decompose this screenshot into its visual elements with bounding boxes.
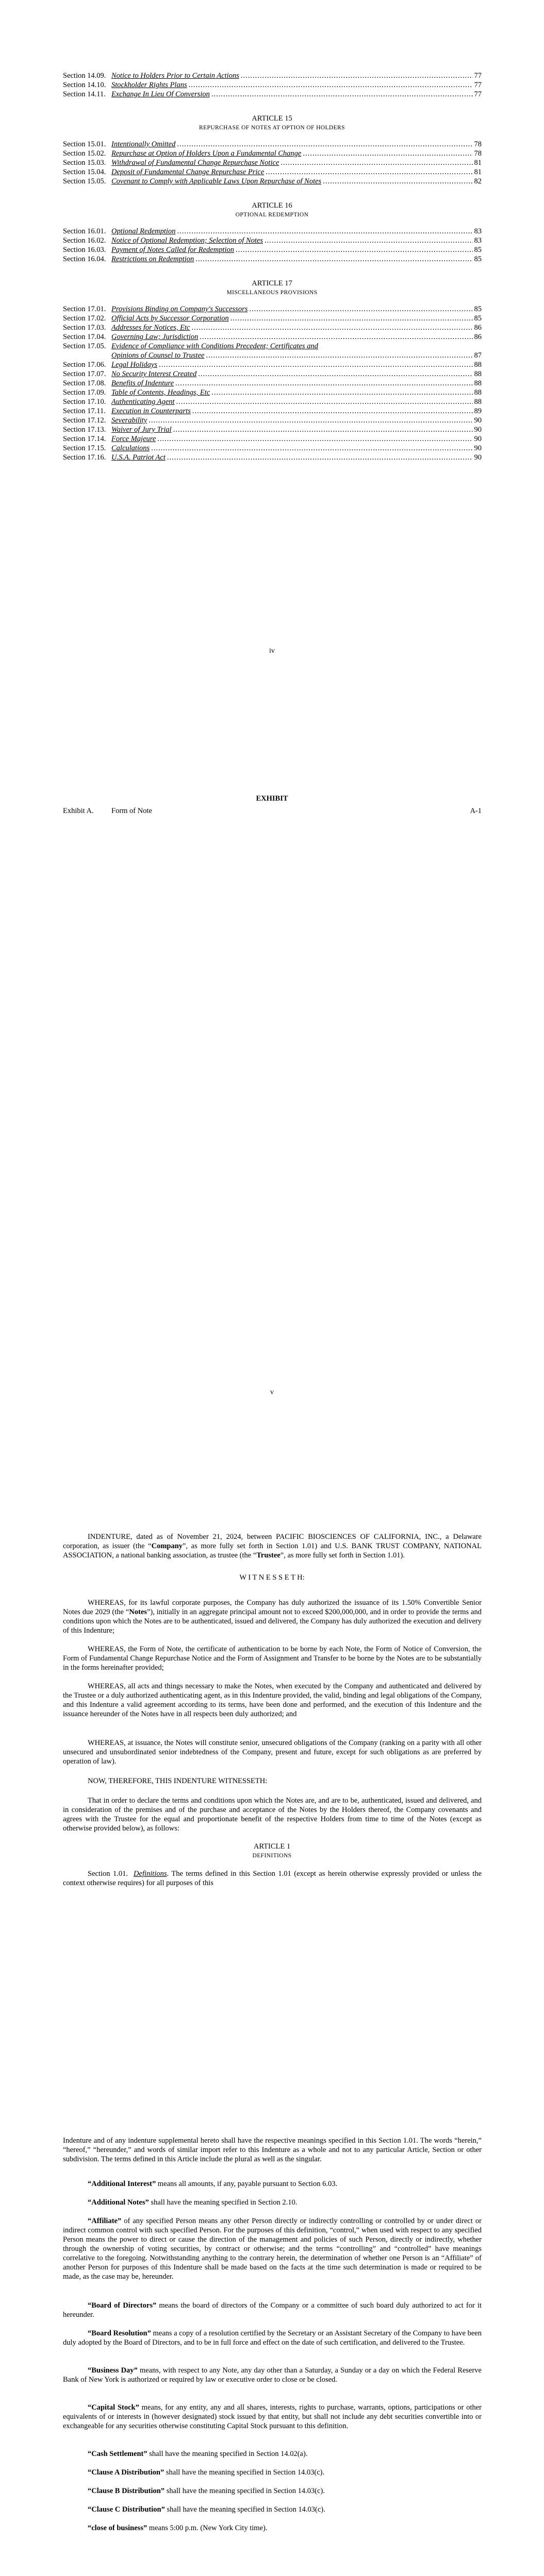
definition: “Clause C Distribution” shall have the meaning specified in Section 14.03(c). xyxy=(88,2505,325,2514)
toc-section-number: Section 17.09. xyxy=(63,388,106,397)
toc-section-title[interactable]: Authenticating Agent xyxy=(111,398,175,406)
toc-section-title[interactable]: U.S.A. Patriot Act xyxy=(111,453,166,462)
toc-section-number: Section 17.02. xyxy=(63,314,106,323)
toc-page-number: 77 xyxy=(474,72,482,80)
toc-section-title[interactable]: Waiver of Jury Trial xyxy=(111,426,172,434)
toc-entry[interactable] xyxy=(63,246,482,255)
toc-page-number: 77 xyxy=(474,81,482,89)
toc-section-number: Section 16.02. xyxy=(63,236,106,245)
toc-page-number: 90 xyxy=(474,416,482,425)
covenant-paragraph: That in order to declare the terms and conditions upon which the Notes are, and are to be, authenticated, issued and delivered, and in consideration of the premises and of the purchase and acceptance of the Notes by the Holders thereof, the Company covenants and agrees with the Trustee for the equal and proportionate benefit of the respective Holders from time to time of the Notes (except as otherwise provided below), as follows: xyxy=(63,1797,482,1833)
toc-section-number: Section 17.14. xyxy=(63,435,106,443)
article-subheading: OPTIONAL REDEMPTION xyxy=(235,212,309,218)
toc-section-number: Section 17.06. xyxy=(63,361,106,369)
toc-leader xyxy=(198,370,472,379)
defined-term: “Clause A Distribution” xyxy=(88,2468,164,2477)
witnesseth-heading: W I T N E S S E T H: xyxy=(239,1573,305,1582)
toc-entry[interactable] xyxy=(63,416,482,426)
toc-page-number: 85 xyxy=(474,305,482,313)
toc-entry[interactable] xyxy=(63,236,482,246)
defined-term: “Board of Directors” xyxy=(88,2301,157,2310)
toc-page-number: 83 xyxy=(474,236,482,245)
defined-term: “Clause C Distribution” xyxy=(88,2505,165,2514)
toc-page-number: 83 xyxy=(474,227,482,235)
article-subheading: DEFINITIONS xyxy=(252,1853,292,1859)
toc-section-title[interactable]: Calculations xyxy=(111,444,150,452)
article-subheading: MISCELLANEOUS PROVISIONS xyxy=(226,290,318,296)
definition: “Cash Settlement” shall have the meaning specified in Section 14.02(a). xyxy=(88,2450,308,2458)
toc-leader xyxy=(192,407,473,416)
toc-section-title[interactable]: Notice to Holders Prior to Certain Actions xyxy=(111,72,239,80)
toc-entry[interactable] xyxy=(63,324,482,333)
toc-leader xyxy=(323,177,472,186)
defined-term: Trustee xyxy=(256,1551,281,1560)
toc-leader xyxy=(167,453,473,462)
recital-paragraph: WHEREAS, for its lawful corporate purposes, the Company has duly authorized the issuance of its 1.50% Convertible Senior Notes due 2029 (the “Notes”), initially in an aggregate principal amount not to exceed $200,000,000, and in order to provide the terms and conditions upon which the Notes are to be authenticated, issued and delivered, the Company has duly authorized the execution and delivery of this Indenture; xyxy=(63,1599,482,1635)
toc-page-number: 90 xyxy=(474,453,482,462)
toc-leader xyxy=(173,426,473,434)
toc-page-number: 90 xyxy=(474,444,482,452)
toc-section-number: Section 15.03. xyxy=(63,159,106,167)
toc-page-number: 89 xyxy=(474,407,482,415)
toc-section-title[interactable]: Deposit of Fundamental Change Repurchase Price xyxy=(111,168,265,176)
exhibit-label: Exhibit A. xyxy=(63,807,94,815)
definition: “Board Resolution” means a copy of a resolution certified by the Secretary or an Assistant Secretary of the Company to have been duly adopted by the Board of Directors, and to be in full force and effect on the date of such certification, and delivered to the Trustee. xyxy=(63,2329,482,2347)
defined-term: “close of business” xyxy=(88,2524,147,2532)
toc-leader xyxy=(149,416,472,425)
section-paragraph: Section 1.01. Definitions. The terms defined in this Section 1.01 (except as herein otherwise expressly provided or unless the context otherwise requires) for all purposes of this xyxy=(63,1870,482,1887)
defined-term: “Affiliate” xyxy=(88,2217,122,2225)
exhibit-entry[interactable] xyxy=(63,807,482,816)
toc-section-title[interactable]: Evidence of Compliance with Conditions Precedent; Certificates and xyxy=(111,342,318,350)
toc-section-number: Section 17.08. xyxy=(63,379,106,387)
toc-page-number: 86 xyxy=(474,333,482,341)
toc-section-title[interactable]: Opinions of Counsel to Trustee xyxy=(111,351,205,360)
toc-page-number: 81 xyxy=(474,159,482,167)
toc-section-title[interactable]: Execution in Counterparts xyxy=(111,407,191,415)
toc-section-title[interactable]: Provisions Binding on Company's Successors xyxy=(111,305,248,313)
toc-entry[interactable] xyxy=(63,140,482,149)
toc-entry[interactable] xyxy=(63,388,482,398)
recital-paragraph: WHEREAS, all acts and things necessary to make the Notes, when executed by the Company and authenticated and delivered by the Trustee or a duly authorized authenticating agent, as in this Indenture provided, the valid, binding and legal obligations of the Company, and this Indenture a valid agreement according to its terms, have been done and performed, and the execution of this Indenture and the issuance hereunder of the Notes have in all respects been duly authorized; and xyxy=(63,1682,482,1718)
toc-entry[interactable] xyxy=(63,426,482,435)
definition: “close of business” means 5:00 p.m. (New York City time). xyxy=(88,2524,268,2532)
definition: “Additional Interest” means all amounts, if any, payable pursuant to Section 6.03. xyxy=(88,2180,338,2188)
toc-page-number: 78 xyxy=(474,140,482,148)
toc-section-number: Section 17.05. xyxy=(63,342,106,350)
toc-section-title[interactable]: Table of Contents, Headings, Etc xyxy=(111,388,210,397)
toc-leader xyxy=(241,72,473,80)
toc-section-title[interactable]: Exchange In Lieu Of Conversion xyxy=(111,90,210,98)
toc-entry[interactable] xyxy=(63,342,482,351)
toc-leader xyxy=(230,314,473,323)
toc-page-number: 90 xyxy=(474,435,482,443)
toc-entry[interactable] xyxy=(63,227,482,236)
toc-page-number: 81 xyxy=(474,168,482,176)
toc-leader xyxy=(177,227,472,236)
toc-entry[interactable] xyxy=(63,407,482,416)
toc-page-number: 90 xyxy=(474,426,482,434)
toc-section-title[interactable]: Severability xyxy=(111,416,147,425)
toc-section-title[interactable]: Notice of Optional Redemption; Selection of Notes xyxy=(111,236,263,245)
section-number: Section 1.01. xyxy=(88,1870,128,1878)
exhibit-page: A-1 xyxy=(470,807,482,815)
toc-section-title[interactable]: Intentionally Omitted xyxy=(111,140,176,148)
toc-section-title[interactable]: Repurchase at Option of Holders Upon a Fundamental Change xyxy=(111,149,302,158)
toc-leader xyxy=(266,168,472,177)
defined-term: “Cash Settlement” xyxy=(88,2450,147,2458)
toc-section-title[interactable]: Official Acts by Successor Corporation xyxy=(111,314,229,323)
toc-entry[interactable] xyxy=(63,379,482,388)
toc-section-title[interactable]: Governing Law; Jurisdiction xyxy=(111,333,199,341)
toc-leader xyxy=(177,140,472,149)
toc-leader xyxy=(206,351,472,360)
toc-section-number: Section 17.16. xyxy=(63,453,106,462)
toc-entry[interactable] xyxy=(63,435,482,444)
article-heading: ARTICLE 1 xyxy=(253,1842,291,1851)
preamble-paragraph: INDENTURE, dated as of November 21, 2024, between PACIFIC BIOSCIENCES OF CALIFORNIA, INC., a Delaware corporation, as issuer (the “Company”, as more fully set forth in Section 1.01) and U.S. BANK TRUST COMPANY, NATIONAL ASSOCIATION, a national banking association, as trustee (the “Trustee”, as more fully set forth in Section 1.01). xyxy=(63,1533,482,1560)
article-subheading: REPURCHASE OF NOTES AT OPTION OF HOLDERS xyxy=(199,125,345,131)
toc-section-number: Section 14.09. xyxy=(63,72,106,80)
toc-section-title[interactable]: Withdrawal of Fundamental Change Repurchase Notice xyxy=(111,159,279,167)
toc-section-number: Section 16.03. xyxy=(63,246,106,254)
exhibit-heading: EXHIBIT xyxy=(256,794,288,803)
toc-entry[interactable] xyxy=(63,333,482,342)
witnesseth-statement: NOW, THEREFORE, THIS INDENTURE WITNESSETH: xyxy=(88,1777,268,1785)
toc-section-number: Section 17.03. xyxy=(63,324,106,332)
toc-section-title[interactable]: Optional Redemption xyxy=(111,227,176,235)
toc-leader xyxy=(175,379,472,388)
toc-entry[interactable] xyxy=(63,453,482,463)
toc-page-number: 88 xyxy=(474,379,482,387)
toc-entry[interactable] xyxy=(63,177,482,187)
toc-page-number: 82 xyxy=(474,177,482,185)
toc-leader xyxy=(195,255,472,264)
toc-section-number: Section 16.01. xyxy=(63,227,106,235)
toc-page-number: 85 xyxy=(474,255,482,263)
toc-section-title[interactable]: Benefits of Indenture xyxy=(111,379,174,387)
toc-section-title[interactable]: Payment of Notes Called for Redemption xyxy=(111,246,235,254)
defined-term: “Capital Stock” xyxy=(88,2403,139,2412)
page-number: v xyxy=(270,1388,274,1396)
toc-leader xyxy=(151,444,472,453)
toc-entry[interactable] xyxy=(63,90,482,99)
toc-section-number: Section 17.12. xyxy=(63,416,106,425)
definition: “Additional Notes” shall have the meaning specified in Section 2.10. xyxy=(88,2198,298,2207)
toc-section-number: Section 16.04. xyxy=(63,255,106,263)
toc-leader xyxy=(200,333,472,342)
toc-page-number: 86 xyxy=(474,324,482,332)
toc-entry[interactable] xyxy=(63,72,482,81)
toc-section-title[interactable]: Legal Holidays xyxy=(111,361,158,369)
toc-entry[interactable] xyxy=(63,159,482,168)
toc-page-number: 88 xyxy=(474,370,482,378)
toc-entry[interactable] xyxy=(63,305,482,314)
toc-entry[interactable] xyxy=(63,361,482,370)
toc-leader xyxy=(211,90,473,99)
toc-section-title[interactable]: Restrictions on Redemption xyxy=(111,255,194,263)
toc-page-number: 88 xyxy=(474,388,482,397)
defined-term: Notes xyxy=(129,1608,147,1616)
toc-leader xyxy=(157,435,472,444)
article-heading: ARTICLE 15 xyxy=(252,114,292,123)
toc-section-number: Section 14.11. xyxy=(63,90,106,98)
toc-section-number: Section 15.05. xyxy=(63,177,106,185)
toc-page-number: 77 xyxy=(474,90,482,98)
toc-leader xyxy=(189,81,473,90)
definition: “Business Day” means, with respect to any Note, any day other than a Saturday, a Sunday or a day on which the Federal Reserve Bank of New York is authorized or required by law or executive order to close or be closed. xyxy=(63,2366,482,2384)
toc-leader xyxy=(249,305,472,314)
toc-section-title[interactable]: No Security Interest Created xyxy=(111,370,197,378)
toc-leader xyxy=(236,246,472,255)
toc-section-number: Section 15.04. xyxy=(63,168,106,176)
definition: “Affiliate” of any specified Person means any other Person directly or indirectly controlling or controlled by or under direct or indirect common control with such specified Person. For the purposes of this definition, “control,” when used with respect to any specified Person means the power to direct or cause the direction of the management and policies of such Person, directly or indirectly, whether through the ownership of voting securities, by contract or otherwise; and the terms “controlling” and “controlled” have meanings correlative to the foregoing. Notwithstanding anything to the contrary herein, the determination of whether one Person is an “Affiliate” of another Person for purposes of this Indenture shall be made based on the facts at the time such determination is made or required to be made, as the case may be, hereunder. xyxy=(63,2217,482,2281)
toc-page-number: 87 xyxy=(474,351,482,360)
toc-section-number: Section 15.02. xyxy=(63,149,106,158)
recital-paragraph: WHEREAS, the Form of Note, the certificate of authentication to be borne by each Note, the Form of Notice of Conversion, the Form of Fundamental Change Repurchase Notice and the Form of Assignment and Transfer to be borne by the Notes are to be substantially in the forms hereinafter provided; xyxy=(63,1645,482,1672)
defined-term: “Additional Notes” xyxy=(88,2198,149,2207)
toc-page-number: 88 xyxy=(474,361,482,369)
article-heading: ARTICLE 16 xyxy=(252,201,292,210)
toc-entry[interactable] xyxy=(63,81,482,90)
defined-term: Company xyxy=(151,1542,183,1550)
exhibit-title[interactable]: Form of Note xyxy=(111,807,152,815)
toc-leader xyxy=(176,398,473,406)
toc-leader xyxy=(159,361,472,369)
toc-section-number: Section 17.11. xyxy=(63,407,106,415)
definition: “Capital Stock” means, for any entity, any and all shares, interests, rights to purchase, warrants, options, participations or other equivalents of or interests in (however designated) stock issued by that entity, but shall not include any debt securities convertible into or exchangeable for any securities otherwise constituting Capital Stock pursuant to this definition. xyxy=(63,2403,482,2430)
toc-entry[interactable] xyxy=(63,444,482,453)
toc-section-number: Section 17.07. xyxy=(63,370,106,378)
definitions-intro: Indenture and of any indenture supplemental hereto shall have the respective meanings specified in this Section 1.01. The words “herein,” “hereof,” “hereunder,” and words of similar import refer to this Indenture as a whole and not to any particular Article, Section or other subdivision. The terms defined in this Article include the plural as well as the singular. xyxy=(63,2137,482,2163)
toc-section-number: Section 14.10. xyxy=(63,81,106,89)
toc-section-title[interactable]: Force Majeure xyxy=(111,435,156,443)
toc-entry[interactable] xyxy=(63,255,482,264)
toc-leader xyxy=(192,324,473,332)
toc-entry[interactable] xyxy=(63,149,482,159)
toc-entry[interactable] xyxy=(63,398,482,407)
toc-section-number: Section 17.13. xyxy=(63,426,106,434)
definition: “Board of Directors” means the board of directors of the Company or a committee of such board duly authorized to act for it hereunder. xyxy=(63,2301,482,2319)
toc-page-number: 85 xyxy=(474,314,482,323)
toc-leader xyxy=(303,149,472,158)
toc-section-title[interactable]: Addresses for Notices, Etc xyxy=(111,324,190,332)
toc-section-number: Section 17.04. xyxy=(63,333,106,341)
toc-section-title[interactable]: Stockholder Rights Plans xyxy=(111,81,187,89)
toc-section-number: Section 17.10. xyxy=(63,398,106,406)
section-title: Definitions xyxy=(134,1870,167,1878)
defined-term: “Business Day” xyxy=(88,2366,138,2375)
toc-page-number: 88 xyxy=(474,398,482,406)
toc-section-title[interactable]: Covenant to Comply with Applicable Laws Upon Repurchase of Notes xyxy=(111,177,322,185)
page-number: iv xyxy=(269,647,275,655)
article-heading: ARTICLE 17 xyxy=(252,279,292,287)
toc-entry[interactable] xyxy=(63,370,482,379)
toc-section-number: Section 15.01. xyxy=(63,140,106,148)
defined-term: “Clause B Distribution” xyxy=(88,2487,165,2495)
toc-entry-continued[interactable] xyxy=(63,351,482,361)
defined-term: “Additional Interest” xyxy=(88,2180,156,2188)
toc-entry[interactable] xyxy=(63,314,482,324)
toc-section-number: Section 17.01. xyxy=(63,305,106,313)
toc-leader xyxy=(281,159,472,167)
defined-term: “Board Resolution” xyxy=(88,2329,151,2337)
definition: “Clause A Distribution” shall have the meaning specified in Section 14.03(c). xyxy=(88,2468,325,2477)
recital-paragraph: WHEREAS, at issuance, the Notes will constitute senior, unsecured obligations of the Company (ranking on a parity with all other unsecured and unsubordinated senior indebtedness of the Company, present and future, except for such obligations as are preferred by operation of law). xyxy=(63,1739,482,1766)
toc-entry[interactable] xyxy=(63,168,482,177)
toc-page-number: 85 xyxy=(474,246,482,254)
toc-leader xyxy=(211,388,472,397)
toc-leader xyxy=(265,236,473,245)
definition: “Clause B Distribution” shall have the meaning specified in Section 14.03(c). xyxy=(88,2487,325,2495)
toc-page-number: 78 xyxy=(474,149,482,158)
toc-section-number: Section 17.15. xyxy=(63,444,106,452)
